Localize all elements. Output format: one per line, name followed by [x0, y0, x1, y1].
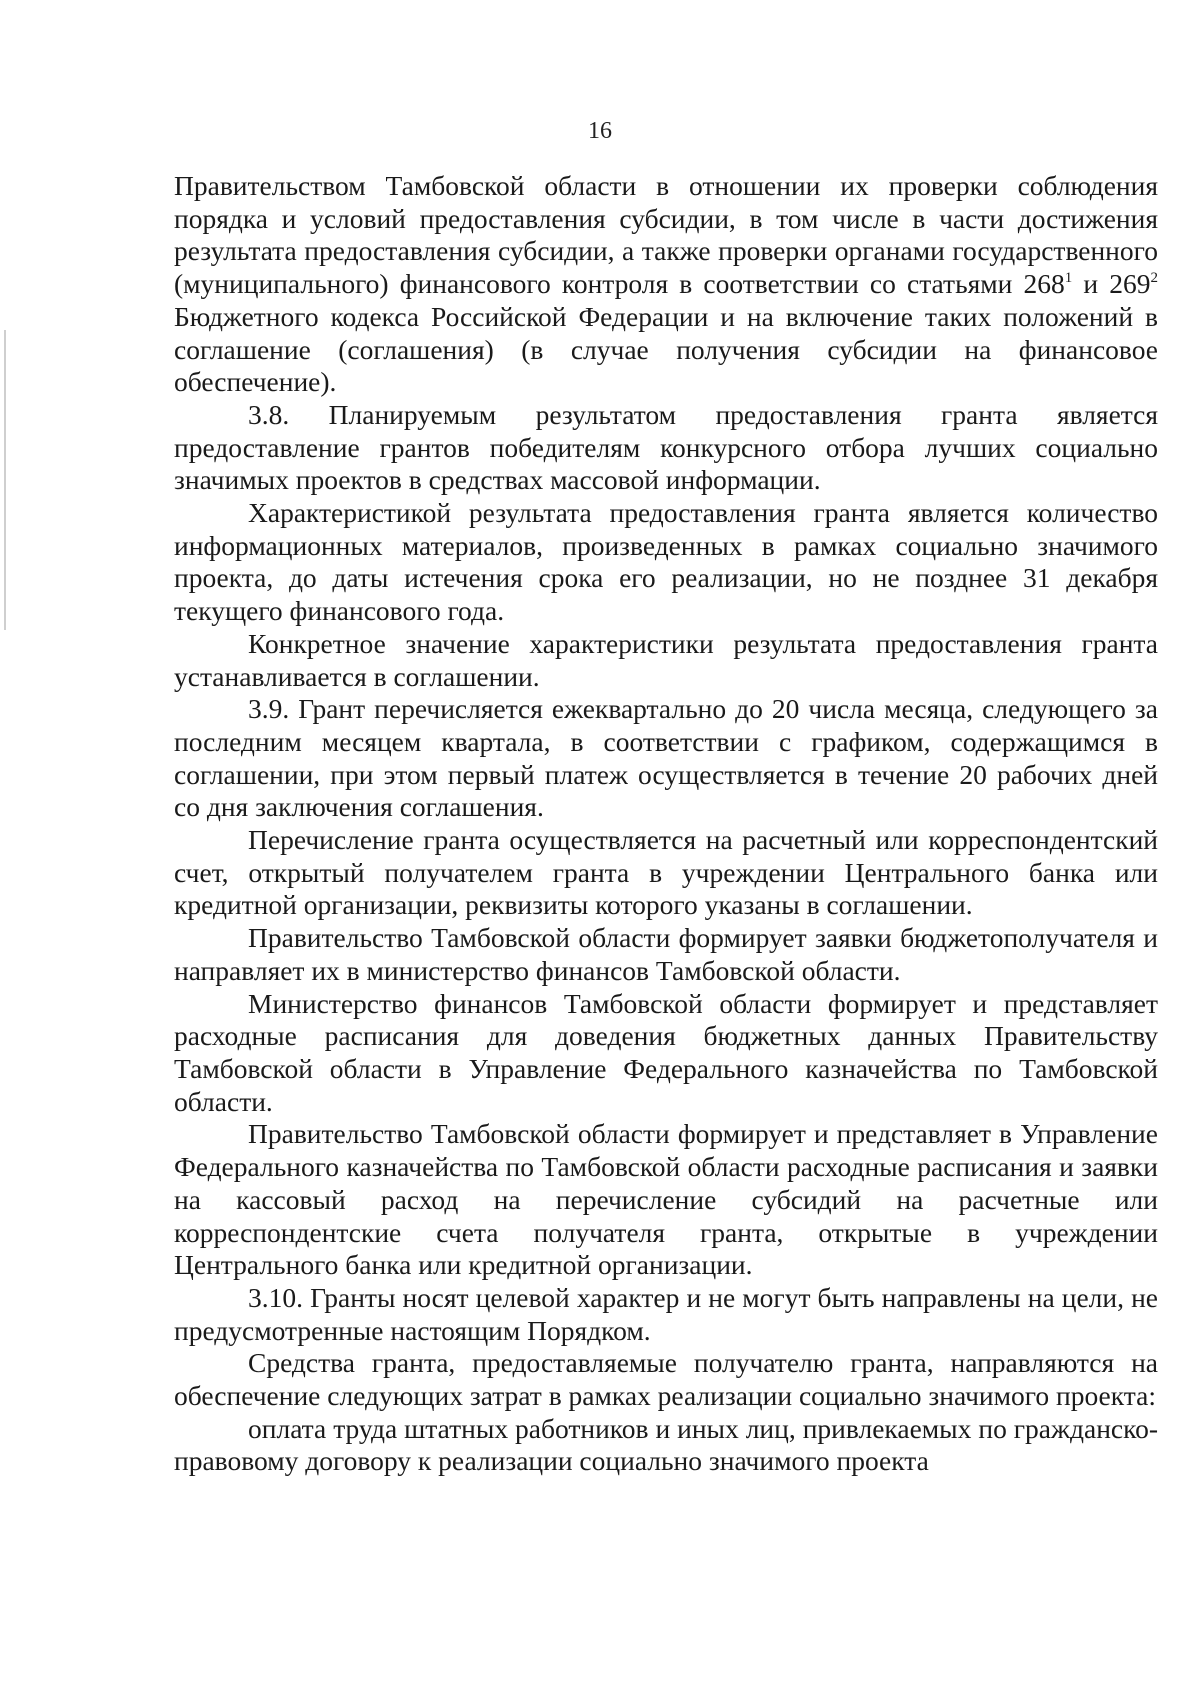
paragraph-p2: [174, 399, 1158, 497]
paragraph-text: 3.9. Грант перечисляется ежеквартально до 20 числа месяца, следующего за последним месяцем квартала, в соответствии с графиком, содержащимся в соглашении, при этом первый платеж осуществляется в течение 20 рабочих дней со дня заключения соглашения.: [174, 693, 1158, 823]
paragraph-text: и 269: [1072, 268, 1151, 300]
paragraph-p3: [174, 497, 1158, 628]
document-body: [174, 170, 1158, 1478]
page-number: 16: [588, 118, 612, 144]
paragraph-text: Правительство Тамбовской области формирует заявки бюджетополучателя и направляет их в министерство финансов Тамбовской области.: [174, 922, 1158, 986]
paragraph-p4: [174, 628, 1158, 693]
paragraph-text: 3.10. Гранты носят целевой характер и не могут быть направлены на цели, не предусмотренные настоящим Порядком.: [174, 1281, 1158, 1346]
paragraph-text: Министерство финансов Тамбовской области формирует и представляет расходные расписания для доведения бюджетных данных Правительству Тамбовской области в Управление Федерального казначейства по Тамбовской области.: [174, 987, 1158, 1117]
scan-edge-mark: [4, 330, 6, 630]
paragraph-text: Бюджетного кодекса Российской Федерации и на включение таких положений в соглашение (соглашения) (в случае получения субсидии на финансовое обеспечение).: [174, 300, 1158, 398]
paragraph-text: Средства гранта, предоставляемые получателю гранта, направляются на обеспечение следующих затрат в рамках реализации социально значимого проекта:: [174, 1347, 1158, 1412]
paragraph-text: 3.8. Планируемым результатом предоставления гранта является предоставление грантов победителям конкурсного отбора лучших социально значимых проектов в средствах массовой информации.: [174, 398, 1158, 496]
paragraph-p8: [174, 988, 1158, 1119]
paragraph-p7: [174, 922, 1158, 987]
paragraph-text: оплата труда штатных работников и иных лиц, привлекаемых по гражданско-правовому договору к реализации социально значимого проекта: [174, 1412, 1158, 1477]
paragraph-text: Правительством Тамбовской области в отношении их проверки соблюдения порядка и условий предоставления субсидии, в том числе в части достижения результата предоставления субсидии, а также проверки органами государственного (муниципального) финансового контроля в соответствии со статьями 268: [174, 170, 1158, 300]
paragraph-p1: [174, 170, 1158, 399]
paragraph-p9: [174, 1118, 1158, 1282]
paragraph-p12: [174, 1413, 1158, 1478]
paragraph-p11: [174, 1347, 1158, 1412]
superscript: 2: [1150, 270, 1158, 287]
paragraph-p5: [174, 693, 1158, 824]
paragraph-text: Конкретное значение характеристики результата предоставления гранта устанавливается в соглашении.: [174, 627, 1158, 692]
superscript: 1: [1064, 270, 1073, 287]
paragraph-p6: [174, 824, 1158, 922]
paragraph-text: Характеристикой результата предоставления гранта является количество информационных материалов, произведенных в рамках социально значимого проекта, до даты истечения срока его реализации, но не позднее 31 декабря текущего финансового года.: [174, 497, 1158, 627]
paragraph-text: Правительство Тамбовской области формирует и представляет в Управление Федерального казначейства по Тамбовской области расходные расписания и заявки на кассовый расход на перечисление субсидий на расчетные или корреспондентские счета получателя гранта, открытые в учреждении Центрального банка или кредитной организации.: [174, 1118, 1158, 1281]
paragraph-p10: [174, 1282, 1158, 1347]
paragraph-text: Перечисление гранта осуществляется на расчетный или корреспондентский счет, открытый получателем гранта в учреждении Центрального банка или кредитной организации, реквизиты которого указаны в соглашении.: [174, 824, 1158, 921]
